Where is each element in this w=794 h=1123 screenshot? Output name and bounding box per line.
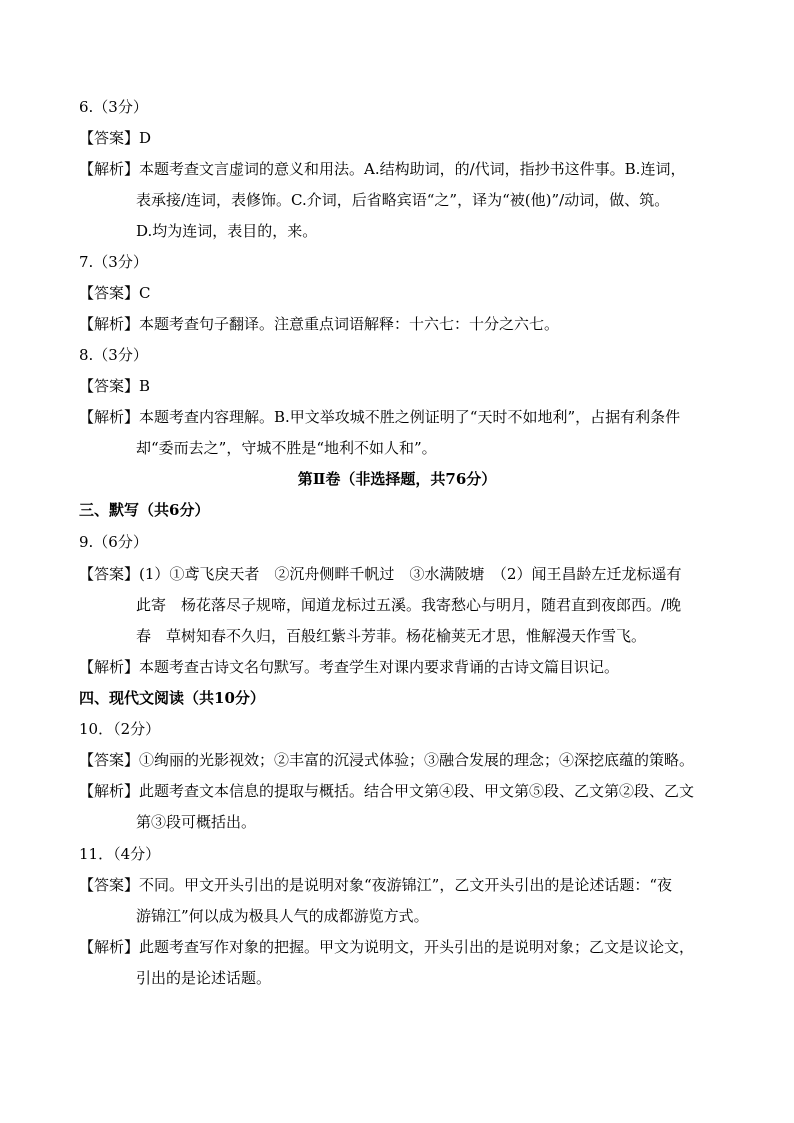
q11-analysis-line-1: 【解析】此题考查写作对象的把握。甲文为说明文，开头引出的是说明对象；乙文是议论文，: [79, 938, 695, 956]
q11-answer-line-1: 【答案】不同。甲文开头引出的是说明对象“夜游锦江”，乙文开头引出的是论述话题：“夜: [79, 876, 673, 894]
q6-analysis-line-2: 表承接/连词，表修饰。C.介词，后省略宾语“之”，译为“被(他)”/动词，做、筑。: [136, 191, 670, 209]
q9-answer-line-2: 此寄 杨花落尽子规啼，闻道龙标过五溪。我寄愁心与明月，随君直到夜郎西。/晚: [136, 596, 682, 614]
q6-answer: 【答案】D: [79, 129, 152, 147]
section3-title: 三、默写（共6分）: [79, 501, 210, 519]
q10-analysis-line-1: 【解析】此题考查文本信息的提取与概括。结合甲文第④段、甲文第⑤段、乙文第②段、乙文: [79, 782, 695, 800]
q7-analysis-line-1: 【解析】本题考查句子翻译。注意重点词语解释：十六七：十分之六七。: [79, 315, 560, 333]
q9-answer-line-1: 【答案】(1）①鸢飞戾天者 ②沉舟侧畔千帆过 ③水满陂塘 （2）闻王昌龄左迁龙标遥有: [79, 565, 682, 583]
q9-header: 9.（6分）: [79, 533, 148, 551]
q6-header: 6.（3分）: [79, 98, 148, 116]
q7-header: 7.（3分）: [79, 253, 148, 271]
q10-analysis-line-2: 第③段可概括出。: [136, 813, 257, 831]
q9-analysis-line-1: 【解析】本题考查古诗文名句默写。考查学生对课内要求背诵的古诗文篇目识记。: [79, 658, 620, 676]
q8-analysis-line-1: 【解析】本题考查内容理解。B.甲文举攻城不胜之例证明了“天时不如地利”，占据有利条件: [79, 408, 681, 426]
q6-analysis-line-3: D.均为连词，表目的，来。: [136, 222, 318, 240]
q9-answer-line-3: 春 草树知春不久归，百般红紫斗芳菲。杨花榆荚无才思，惟解漫天作雪飞。: [136, 627, 647, 645]
q11-header: 11．（4分）: [79, 845, 161, 863]
volume-title: 第Ⅱ卷（非选择题，共76分）: [297, 470, 497, 488]
q10-answer-line-1: 【答案】①绚丽的光影视效；②丰富的沉浸式体验；③融合发展的理念；④深挖底蕴的策略。: [79, 751, 695, 769]
q7-answer: 【答案】C: [79, 284, 151, 302]
q8-answer: 【答案】B: [79, 377, 151, 395]
q10-header: 10．（2分）: [79, 720, 161, 738]
q6-analysis-line-1: 【解析】本题考查文言虚词的意义和用法。A.结构助词，的/代词，指抄书这件事。B.连词，: [79, 160, 686, 178]
q11-answer-line-2: 游锦江”何以成为极具人气的成都游览方式。: [136, 907, 429, 925]
q8-header: 8.（3分）: [79, 346, 148, 364]
q11-analysis-line-2: 引出的是论述话题。: [136, 969, 272, 987]
section4-title: 四、现代文阅读（共10分）: [79, 689, 265, 707]
q8-analysis-line-2: 却“委而去之”，守城不胜是“地利不如人和”。: [136, 439, 437, 457]
